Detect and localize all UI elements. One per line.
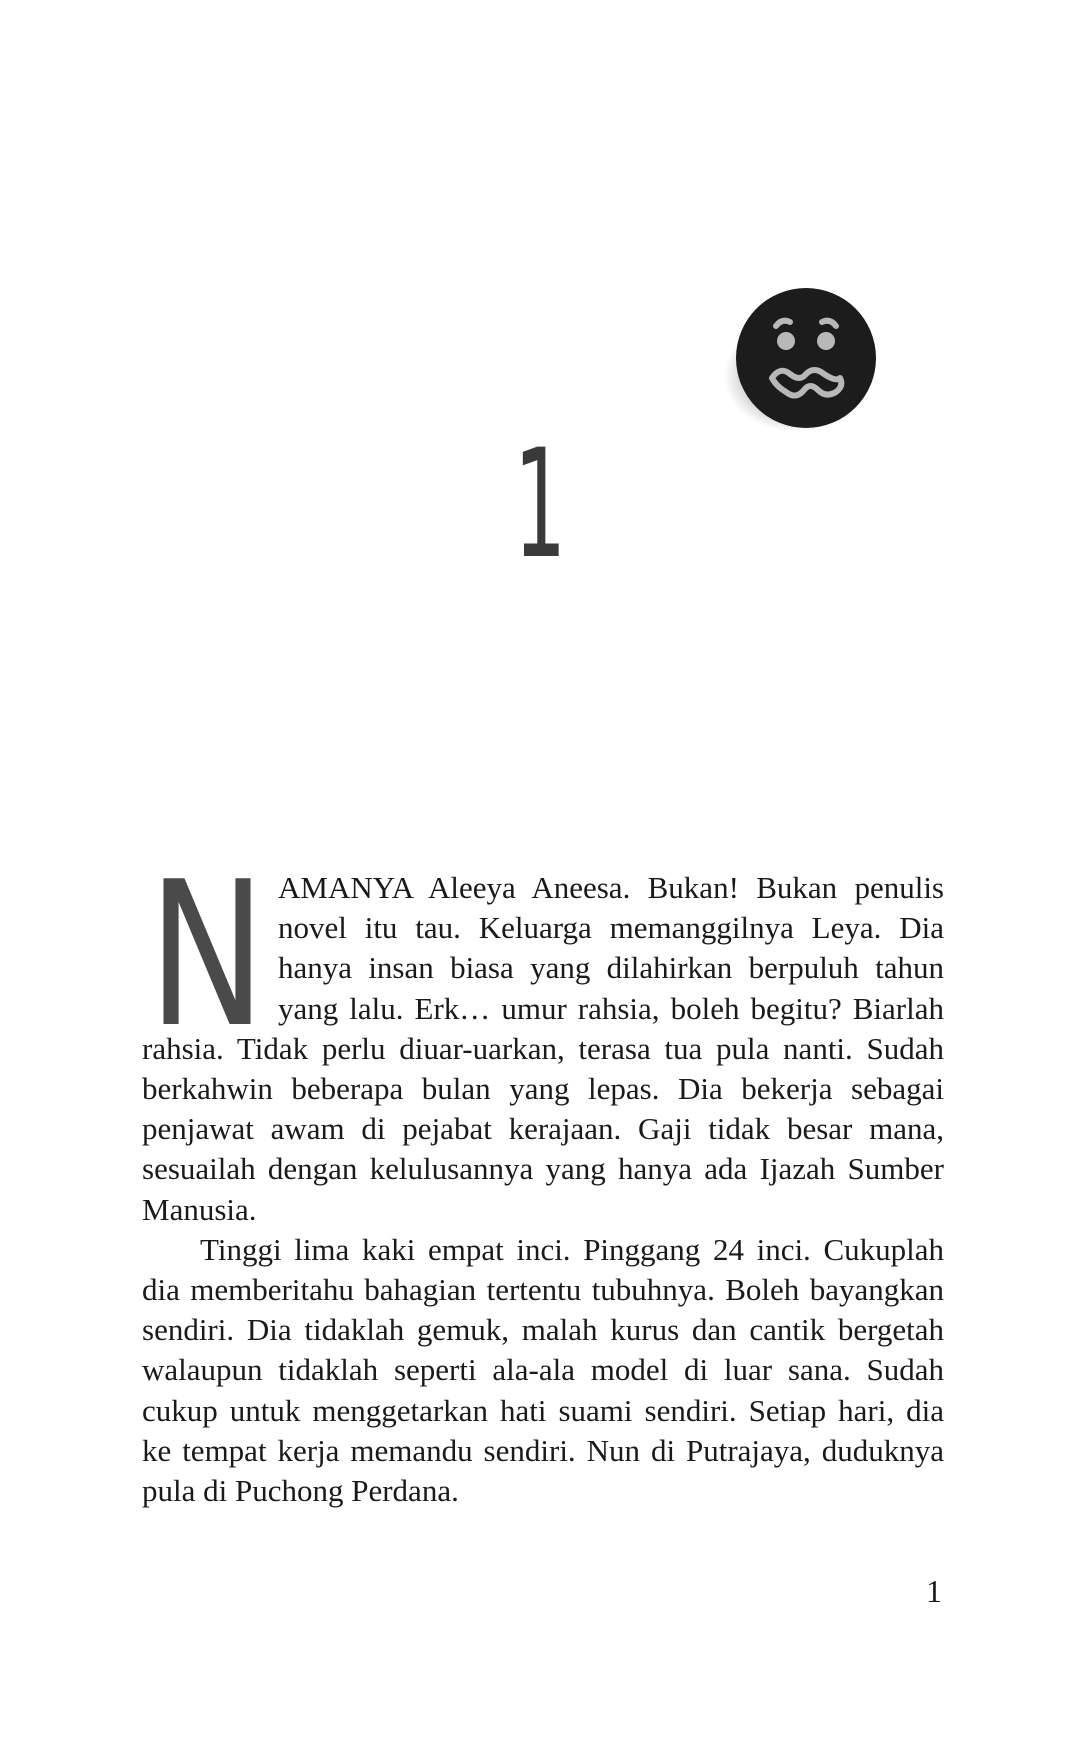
- drop-cap-letter: [142, 839, 278, 1072]
- anxious-face-icon: [728, 286, 876, 434]
- page-number: 1: [926, 1573, 942, 1609]
- drop-cap-text: N: [148, 839, 266, 1072]
- chapter-body: [142, 839, 944, 1511]
- chapter-number: 1: [513, 418, 567, 592]
- paragraph-2: Tinggi lima kaki empat inci. Pinggang 24 inci. Cukuplah dia memberitahu bahagian tertentu tubuhnya. Boleh bayangkan sendiri. Dia tidaklah gemuk, malah kurus dan cantik bergetah walaupun tidaklah seperti ala-ala model di luar sana. Sudah cukup untuk menggetarkan hati suami sendiri. Setiap hari, dia ke tempat kerja memandu sendiri. Nun di Putrajaya, duduknya pula di Puchong Perdana.: [142, 1231, 944, 1509]
- paragraph-1: AMANYA Aleeya Aneesa. Bukan! Bukan penulis novel itu tau. Keluarga memanggilnya Leya. Dia hanya insan biasa yang dilahirkan berpuluh tahun yang lalu. Erk… umur rahsia, boleh begitu? Biarlah rahsia. Tidak perlu diuar-uarkan, terasa tua pula nanti. Sudah berkahwin beberapa bulan yang lepas. Dia bekerja sebagai penjawat awam di pejabat kerajaan. Gaji tidak besar mana, sesuailah dengan kelulusannya yang hanya ada Ijazah Sumber Manusia.: [142, 870, 944, 1227]
